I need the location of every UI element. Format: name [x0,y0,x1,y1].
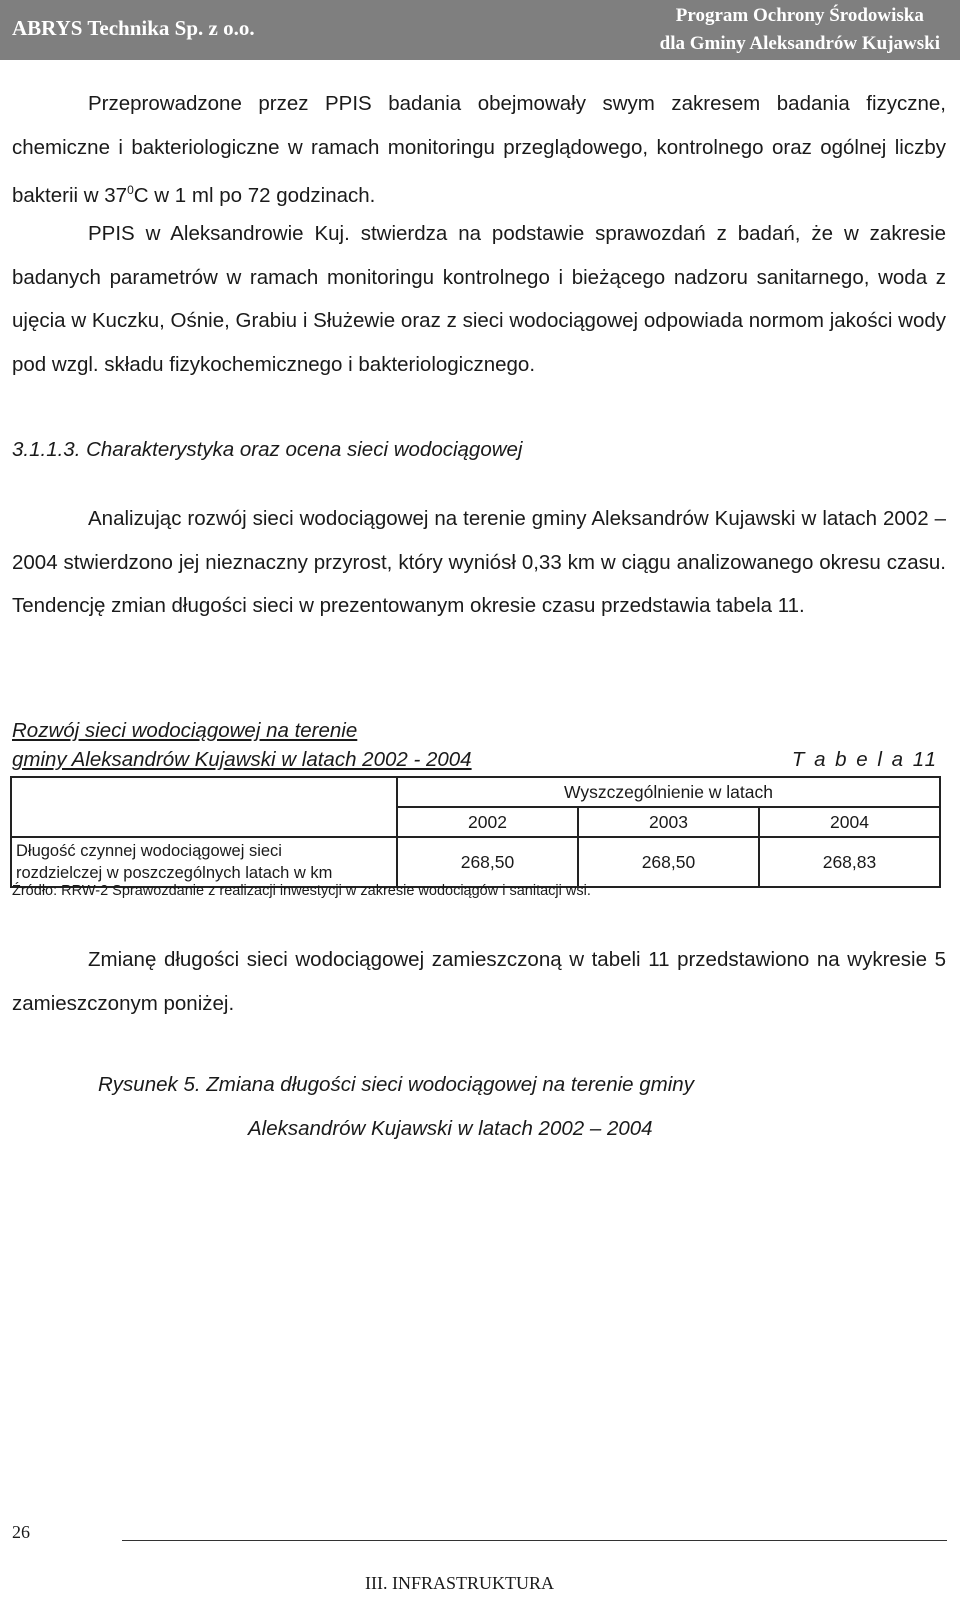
year-cell: 2004 [759,807,940,837]
paragraph-network-analysis: Analizując rozwój sieci wodociągowej na terenie gminy Aleksandrów Kujawski w latach 2002 – 2004 stwierdzono jej nieznaczny przyrost, który wyniósł 0,33 km w ciągu analizowanego okresu czasu. Tendencję zmian długości sieci w prezentowanym okresie czasu przedstawia tabela 11. [12,507,946,618]
program-title [660,2,940,58]
value-cell: 268,50 [397,837,578,887]
degree-superscript: 0 [127,183,134,198]
footer-chapter: III. INFRASTRUKTURA [365,1573,554,1593]
table-header-row [11,777,940,807]
page-header [0,0,960,60]
table-caption-line2: gminy Aleksandrów Kujawski w latach 2002 - 2004 [12,748,472,771]
paragraph-ppis-research [12,82,946,218]
row-label-line1: Długość czynnej wodociągowej sieci [16,842,282,860]
table-label: T a b e l a 11 [791,748,938,771]
year-cell: 2002 [397,807,578,837]
year-cell: 2003 [578,807,759,837]
value-cell: 268,83 [759,837,940,887]
program-title-line2: dla Gminy Aleksandrów Kujawski [659,33,940,54]
table-caption-line1: Rozwój sieci wodociągowej na terenie [12,719,358,742]
figure-caption-line1: Rysunek 5. Zmiana długości sieci wodociągowej na terenie gminy [98,1073,694,1096]
table-row [11,837,940,887]
company-name: ABRYS Technika Sp. z o.o. [12,16,255,40]
row-label [11,837,397,887]
program-title-line1: Program Ochrony Środowiska [675,5,924,26]
table-source-note: Źródło: RRW-2 Sprawozdanie z realizacji inwestycji w zakresie wodociągów i sanitacji wsi. [12,883,591,899]
figure-caption-line2: Aleksandrów Kujawski w latach 2002 – 2004 [248,1117,653,1140]
paragraph-ppis-research-end: C w 1 ml po 72 godzinach. [133,184,376,208]
page-number: 26 [12,1522,30,1542]
footer-divider [122,1540,947,1541]
section-heading: 3.1.1.3. Charakterystyka oraz ocena sieci wodociągowej [12,438,523,461]
table-group-header: Wyszczególnienie w latach [397,777,940,807]
value-cell: 268,50 [578,837,759,887]
row-label-line2: rozdzielczej w poszczególnych latach w km [16,864,333,882]
paragraph-chart-reference: Zmianę długości sieci wodociągowej zamieszczoną w tabeli 11 przedstawiono na wykresie 5 zamieszczonym poniżej. [12,948,946,1015]
table-corner-cell [11,777,397,837]
table-network-length [10,776,941,888]
paragraph-ppis-conclusion: PPIS w Aleksandrowie Kuj. stwierdza na podstawie sprawozdań z badań, że w zakresie badanych parametrów w ramach monitoringu kontrolnego i bieżącego nadzoru sanitarnego, woda z ujęcia w Kuczku, Ośnie, Grabiu i Służewie oraz z sieci wodociągowej odpowiada normom jakości wody pod wzgl. składu fizykochemicznego i bakteriologicznego. [12,222,946,376]
paragraph-ppis-research-text: Przeprowadzone przez PPIS badania obejmowały swym zakresem badania fizyczne, chemiczne i bakteriologiczne w ramach monitoringu przeglądowego, kontrolnego oraz ogólnej liczby bakterii w 37 [12,92,946,208]
